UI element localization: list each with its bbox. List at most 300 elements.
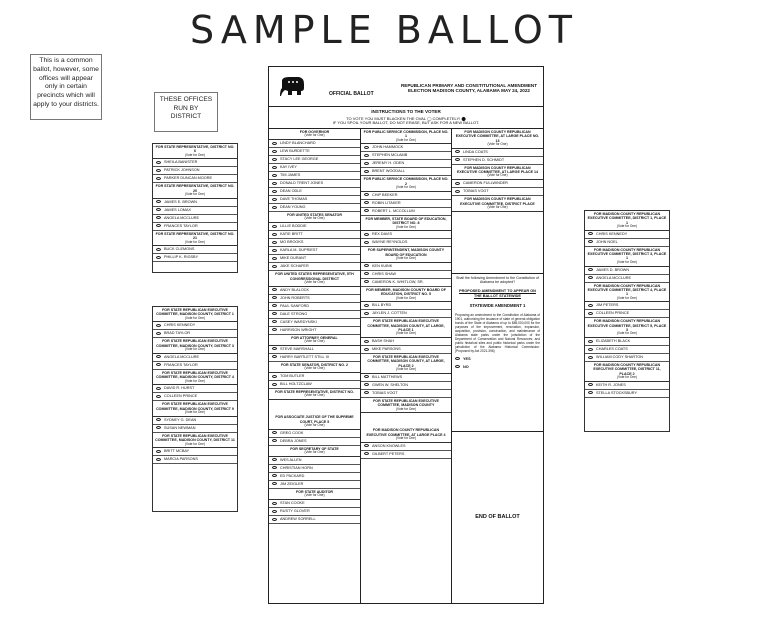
- oval-icon: [272, 375, 277, 378]
- candidate-name: DAVE THOMAS: [280, 197, 308, 202]
- candidate-row[interactable]: [361, 200, 451, 208]
- oval-icon: [364, 154, 369, 157]
- candidate-name: LILLIE BODDIE: [280, 224, 307, 229]
- statewide-amendment-heading: STATEWIDE AMENDMENT 1: [469, 303, 526, 309]
- yes-label: YES: [463, 356, 471, 361]
- candidate-row[interactable]: [585, 231, 669, 239]
- candidate-name: CAMERON K. WHITLOW, SR.: [372, 279, 424, 284]
- candidate-row[interactable]: [361, 382, 451, 390]
- oval-icon: [364, 233, 369, 236]
- candidate-name: BILL MATTHEWS: [372, 374, 403, 379]
- race: [269, 271, 360, 334]
- oval-icon: [455, 158, 460, 161]
- candidate-name: PHILLIP K. RIGSBY: [164, 255, 199, 260]
- race: [361, 247, 451, 286]
- race-title: [269, 271, 360, 286]
- oval-icon: [156, 177, 161, 180]
- vote-for-one: (Vote for One): [304, 279, 325, 284]
- race-title-text: FOR STATE REPUBLICAN EXECUTIVE COMMITTEE, MADISON COUNTY, DISTRICT 3: [156, 339, 234, 348]
- amendment-question: Shall the following Amendment to the Constitution of Alabama be adopted?: [455, 276, 540, 285]
- oval-icon: [272, 158, 277, 161]
- oval-icon: [364, 280, 369, 283]
- oval-icon: [272, 431, 277, 434]
- race-title-text: FOR STATE REPUBLICAN EXECUTIVE COMMITTEE, MADISON COUNTY: [373, 398, 439, 408]
- oval-icon: [156, 363, 161, 366]
- race-title-text: FOR MEMBER, MADISON COUNTY BOARD OF EDUCATION, DISTRICT NO. 5: [366, 287, 446, 297]
- candidate-name: CHIP BEEKER: [372, 192, 398, 197]
- candidate-name: JAMES E. BROWN: [164, 199, 197, 204]
- oval-icon: [364, 170, 369, 173]
- vote-for-one: (Vote for One): [184, 152, 206, 157]
- candidate-row[interactable]: [153, 167, 237, 175]
- race: [269, 335, 360, 362]
- candidate-row[interactable]: [361, 231, 451, 239]
- race-title: [269, 362, 360, 373]
- candidate-row[interactable]: [361, 168, 451, 176]
- race-title: [452, 129, 543, 149]
- oval-icon: [272, 142, 277, 145]
- race-title-text: FOR PUBLIC SERVICE COMMISSION, PLACE NO. 2: [363, 177, 449, 186]
- candidate-name: COLLEEN PRINCE: [596, 311, 630, 316]
- candidate-name: TIM JAMES: [280, 173, 301, 178]
- candidate-name: STEPHEN MCLAMB: [372, 153, 408, 158]
- race-title-text: FOR MADISON COUNTY REPUBLICAN EXECUTIVE COMMITTEE, AT LARGE PLACE 14: [456, 165, 539, 175]
- oval-icon: [272, 241, 277, 244]
- race-title: [153, 183, 237, 198]
- candidate-name: TOBIAS VOGT: [463, 189, 489, 194]
- candidate-row[interactable]: [585, 310, 669, 318]
- candidate-row[interactable]: [269, 188, 360, 196]
- oval-icon: [588, 232, 593, 235]
- oval-icon: [156, 355, 161, 358]
- candidate-row[interactable]: [452, 188, 543, 196]
- candidate-name: KARLA M. DUPRIEST: [280, 248, 318, 253]
- race-title-text: FOR UNITED STATES SENATOR: [287, 213, 342, 218]
- race-title: [585, 283, 669, 303]
- candidate-row[interactable]: [585, 302, 669, 310]
- candidate-row[interactable]: [269, 204, 360, 212]
- oval-icon: [156, 332, 161, 335]
- race: [361, 287, 451, 318]
- oval-icon: [364, 444, 369, 447]
- vote-for-one: (Vote for One): [395, 256, 417, 261]
- candidate-row[interactable]: [585, 239, 669, 247]
- candidate-row[interactable]: [361, 152, 451, 160]
- oval-icon: [588, 383, 593, 386]
- oval-icon: [272, 166, 277, 169]
- candidate-row[interactable]: [153, 223, 237, 231]
- oval-icon: [588, 356, 593, 359]
- vote-for-one: (Vote for One): [395, 137, 417, 142]
- candidate-row[interactable]: [269, 381, 360, 389]
- oval-icon: [272, 328, 277, 331]
- oval-icon: [156, 256, 161, 259]
- candidate-row[interactable]: [153, 207, 237, 215]
- oval-icon: [588, 276, 593, 279]
- candidate-row[interactable]: [269, 373, 360, 381]
- candidate-row[interactable]: [153, 322, 237, 330]
- vote-for-one: (Vote for One): [184, 441, 206, 446]
- empty-race-space: [269, 400, 360, 414]
- candidate-name: DALE STRONG: [280, 311, 308, 316]
- oval-icon: [156, 450, 161, 453]
- vote-for-one: (Vote for One): [487, 204, 508, 209]
- vote-for-one: (Vote for One): [616, 295, 638, 300]
- sample-ballot-title: SAMPLE BALLOT: [190, 8, 578, 52]
- official-ballot-label: OFFICIAL BALLOT: [329, 91, 374, 97]
- candidate-name: JAKE SCHAFER: [280, 264, 309, 269]
- race-title-text: FOR MEMBER, STATE BOARD OF EDUCATION, DISTRICT NO. 8: [365, 216, 447, 226]
- oval-icon: [156, 395, 161, 398]
- race-title-text: FOR STATE REPRESENTATIVE, DISTRICT NO.: [275, 390, 354, 395]
- vote-for-one: (Vote for One): [616, 223, 638, 228]
- candidate-row[interactable]: [269, 430, 360, 438]
- oval-icon: [588, 391, 593, 394]
- candidate-row[interactable]: [269, 172, 360, 180]
- oval-icon: [156, 208, 161, 211]
- candidate-row[interactable]: [269, 516, 360, 524]
- race-title-text: FOR MADISON COUNTY REPUBLICAN EXECUTIVE COMMITTEE, DISTRICT 1, PLACE 1: [587, 212, 667, 225]
- candidate-row[interactable]: [269, 481, 360, 489]
- race: [269, 489, 360, 524]
- candidate-row[interactable]: [269, 473, 360, 481]
- candidate-name: KEN KUBIK: [372, 263, 393, 268]
- candidate-row[interactable]: [361, 302, 451, 310]
- race-title-text: FOR MADISON COUNTY REPUBLICAN EXECUTIVE COMMITTEE, DISTRICT 4, PLACE 1: [587, 283, 667, 297]
- candidate-row[interactable]: [153, 175, 237, 183]
- candidate-name: MO BROOKS: [280, 240, 304, 245]
- candidate-row[interactable]: [153, 448, 237, 456]
- candidate-name: BASH SHAH: [372, 339, 394, 344]
- candidate-name: PAUL SANFORD: [280, 303, 310, 308]
- oval-icon: [272, 458, 277, 461]
- candidate-name: CHARLES COATS: [596, 347, 628, 352]
- ballot-column-2: [361, 129, 452, 603]
- candidate-name: CASEY WARDYNSKI: [280, 319, 317, 324]
- candidate-row[interactable]: [361, 338, 451, 346]
- race-title-text: FOR MADISON COUNTY REPUBLICAN EXECUTIVE COMMITTEE, DISTRICT 5, PLACE 3: [587, 319, 667, 332]
- candidate-name: GREG COOK: [280, 430, 304, 435]
- candidate-row[interactable]: [361, 451, 451, 459]
- no-label: NO: [463, 364, 469, 369]
- instructions-line-2: IF YOU SPOIL YOUR BALLOT, DO NOT ERASE, BUT ASK FOR A NEW BALLOT.: [332, 120, 480, 126]
- candidate-row[interactable]: [269, 354, 360, 362]
- candidate-row[interactable]: [361, 263, 451, 271]
- race-title: [361, 427, 451, 442]
- race: [585, 211, 669, 247]
- vote-for-one: (Vote for One): [304, 339, 325, 344]
- oval-icon: [156, 418, 161, 421]
- candidate-row[interactable]: [361, 239, 451, 247]
- amendment-yes[interactable]: [452, 355, 543, 363]
- oval-icon: [156, 458, 161, 461]
- race: [153, 433, 237, 464]
- race: [361, 318, 451, 354]
- candidate-row[interactable]: [153, 330, 237, 338]
- vote-for-one: (Vote for One): [616, 375, 638, 380]
- race: [361, 129, 451, 176]
- race-title-text: FOR MADISON COUNTY REPUBLICAN EXECUTIVE COMMITTEE, DISTRICT 11, PLACE 2: [593, 363, 661, 376]
- candidate-name: STACY LEE GEORGE: [280, 157, 319, 162]
- oval-icon: [364, 375, 369, 378]
- oval-icon: [588, 340, 593, 343]
- amendment-section: [452, 273, 543, 371]
- candidate-row[interactable]: [153, 385, 237, 393]
- candidate-name: CAMERON FULLWINDER: [463, 181, 508, 186]
- race-title-text: FOR STATE SENATOR, DISTRICT NO. 2: [280, 362, 349, 367]
- candidate-row[interactable]: [361, 160, 451, 168]
- candidate-row[interactable]: [153, 425, 237, 433]
- candidate-row[interactable]: [269, 319, 360, 327]
- candidate-row[interactable]: [269, 247, 360, 255]
- candidate-row[interactable]: [153, 354, 237, 362]
- race-title-text: FOR UNITED STATES REPRESENTATIVE, 5TH CONGRESSIONAL DISTRICT: [275, 272, 354, 281]
- oval-icon: [272, 518, 277, 521]
- vote-for-one: (Vote for One): [184, 192, 206, 197]
- vote-for-one: (Vote for One): [304, 393, 325, 398]
- oval-icon: [272, 312, 277, 315]
- candidate-row[interactable]: [269, 438, 360, 446]
- candidate-row[interactable]: [269, 327, 360, 335]
- candidate-row[interactable]: [361, 346, 451, 354]
- vote-for-one: (Vote for One): [487, 141, 508, 146]
- elephant-icon: [279, 76, 305, 98]
- candidate-row[interactable]: [361, 208, 451, 216]
- candidate-row[interactable]: [269, 164, 360, 172]
- race-title: [361, 398, 451, 413]
- race-title-text: FOR ASSOCIATE JUSTICE OF THE SUPREME COURT, PLACE 5: [275, 415, 354, 424]
- vote-for-one: (Vote for One): [184, 410, 206, 415]
- candidate-row[interactable]: [153, 199, 237, 207]
- instructions-title: INSTRUCTIONS TO THE VOTER: [371, 109, 441, 114]
- candidate-name: CHRIS KENNEDY: [164, 323, 196, 328]
- race: [153, 144, 237, 183]
- candidate-row[interactable]: [452, 149, 543, 157]
- candidate-name: PARKER DUNCAN MOORE: [164, 176, 213, 181]
- race-title-text: FOR SECRETARY OF STATE: [290, 446, 339, 451]
- oval-icon: [455, 190, 460, 193]
- race-title-text: FOR STATE REPRESENTATIVE, DISTRICT NO. 20: [155, 184, 235, 193]
- candidate-row[interactable]: [361, 443, 451, 451]
- race-title-text: FOR STATE REPUBLICAN EXECUTIVE COMMITTEE, MADISON COUNTY, DISTRICT 11: [155, 433, 235, 443]
- oval-icon: [272, 265, 277, 268]
- oval-icon: [364, 272, 369, 275]
- oval-icon: [272, 474, 277, 477]
- candidate-row[interactable]: [153, 417, 237, 425]
- oval-icon: [588, 240, 593, 243]
- candidate-name: BRENT WOODALL: [372, 169, 405, 174]
- candidate-row[interactable]: [585, 338, 669, 346]
- vote-for-one: (Vote for One): [395, 406, 417, 411]
- candidate-name: ANDY BLALOCK: [280, 287, 310, 292]
- end-of-ballot: END OF BALLOT: [475, 514, 520, 520]
- candidate-row[interactable]: [269, 196, 360, 204]
- oval-icon: [588, 312, 593, 315]
- vote-for-one: (Vote for One): [304, 493, 325, 498]
- candidate-name: STAN COOKE: [280, 501, 305, 506]
- candidate-row[interactable]: [153, 159, 237, 167]
- candidate-row[interactable]: [269, 303, 360, 311]
- oval-icon: [156, 224, 161, 227]
- race: [585, 247, 669, 283]
- candidate-row[interactable]: [585, 390, 669, 398]
- oval-icon: [364, 383, 369, 386]
- oval-icon: [364, 264, 369, 267]
- candidate-name: HARRY BARTLETT STILL III: [280, 354, 329, 359]
- race-title-text: FOR STATE AUDITOR: [296, 489, 333, 494]
- oval-icon: [272, 510, 277, 513]
- election-title: REPUBLICAN PRIMARY AND CONSTITUTIONAL AMENDMENT ELECTION MADISON COUNTY, ALABAMA MAY 24, 2022: [400, 83, 538, 94]
- candidate-row[interactable]: [269, 311, 360, 319]
- race: [585, 283, 669, 319]
- candidate-row[interactable]: [153, 215, 237, 223]
- candidate-row[interactable]: [452, 180, 543, 188]
- race-title: [269, 335, 360, 346]
- race: [585, 362, 669, 398]
- ballot-column-3: [452, 129, 543, 603]
- ballot: [268, 66, 544, 604]
- candidate-row[interactable]: [361, 271, 451, 279]
- race-title: [153, 144, 237, 159]
- candidate-row[interactable]: [269, 223, 360, 231]
- candidate-row[interactable]: [452, 157, 543, 165]
- candidate-row[interactable]: [153, 362, 237, 370]
- candidate-row[interactable]: [269, 180, 360, 188]
- candidate-row[interactable]: [153, 456, 237, 464]
- candidate-name: DEAN YOUNG: [280, 205, 306, 210]
- vote-for-one: (Vote for One): [304, 216, 325, 221]
- race-title: [452, 196, 543, 211]
- candidate-row[interactable]: [153, 393, 237, 401]
- candidate-name: ANDREW SORRELL: [280, 517, 316, 522]
- candidate-row[interactable]: [361, 310, 451, 318]
- oval-icon: [272, 225, 277, 228]
- race-title-text: FOR STATE REPUBLICAN EXECUTIVE COMMITTEE, MADISON COUNTY, DISTRICT 1: [156, 308, 234, 317]
- candidate-row[interactable]: [361, 390, 451, 398]
- candidate-name: STEPHEN D. SCHMIDT: [463, 157, 505, 162]
- race-title-text: FOR MADISON COUNTY REPUBLICAN EXECUTIVE COMMITTEE, DISTRICT PLACE: [460, 197, 535, 206]
- candidate-row[interactable]: [269, 287, 360, 295]
- oval-icon: [272, 198, 277, 201]
- candidate-row[interactable]: [269, 508, 360, 516]
- oval-icon: [588, 348, 593, 351]
- candidate-row[interactable]: [269, 465, 360, 473]
- oval-icon: [364, 201, 369, 204]
- ballot-header: [269, 67, 543, 107]
- candidate-name: REX DAVIS: [372, 232, 392, 237]
- candidate-name: JAYLEN J. COTTEN: [372, 311, 407, 316]
- candidate-row[interactable]: [361, 279, 451, 287]
- candidate-name: BRITT MCBAY: [164, 449, 190, 454]
- race-title: [585, 318, 669, 338]
- oval-icon: [364, 391, 369, 394]
- candidate-row[interactable]: [269, 295, 360, 303]
- candidate-name: LINDY BLANCHARD: [280, 141, 316, 146]
- oval-icon: [156, 426, 161, 429]
- race-title: [153, 401, 237, 416]
- candidate-name: LEW BURDETTE: [280, 149, 310, 154]
- race-title-text: FOR ATTORNEY GENERAL: [291, 335, 338, 340]
- candidate-row[interactable]: [585, 354, 669, 362]
- candidate-name: LINDA COATS: [463, 149, 488, 154]
- oval-icon: [455, 150, 460, 153]
- race: [269, 129, 360, 212]
- candidate-name: WILLIAM CODY SHARTON: [596, 355, 644, 360]
- race: [585, 318, 669, 362]
- oval-icon: [272, 304, 277, 307]
- candidate-name: ANGELA MCCLURE: [164, 354, 200, 359]
- district-left-column-2: [152, 306, 238, 512]
- candidate-row[interactable]: [585, 346, 669, 354]
- candidate-row[interactable]: [585, 382, 669, 390]
- oval-icon: [272, 383, 277, 386]
- candidate-name: BUCK CLEMONS: [164, 247, 195, 252]
- oval-icon: [156, 387, 161, 390]
- vote-for-one: (Vote for One): [184, 347, 206, 352]
- race-title: [585, 211, 669, 231]
- candidate-row[interactable]: [585, 275, 669, 283]
- oval-icon: [156, 169, 161, 172]
- race: [153, 231, 237, 262]
- candidate-row[interactable]: [269, 457, 360, 465]
- candidate-row[interactable]: [585, 267, 669, 275]
- candidate-row[interactable]: [361, 144, 451, 152]
- race: [153, 401, 237, 432]
- vote-for-one: (Vote for One): [395, 185, 417, 190]
- oval-icon: [272, 466, 277, 469]
- oval-icon: [272, 174, 277, 177]
- candidate-name: DEBRA JONES: [280, 438, 307, 443]
- candidate-row[interactable]: [269, 346, 360, 354]
- oval-icon: [364, 340, 369, 343]
- candidate-row[interactable]: [269, 263, 360, 271]
- oval-icon: [455, 357, 460, 360]
- race-title: [153, 307, 237, 322]
- oval-icon: [364, 304, 369, 307]
- candidate-row[interactable]: [269, 500, 360, 508]
- race: [153, 183, 237, 230]
- candidate-row[interactable]: [269, 231, 360, 239]
- candidate-name: SHEILA BANISTER: [164, 160, 198, 165]
- candidate-row[interactable]: [269, 148, 360, 156]
- candidate-row[interactable]: [153, 246, 237, 254]
- oval-icon: [272, 150, 277, 153]
- candidate-row[interactable]: [269, 239, 360, 247]
- race: [153, 338, 237, 369]
- candidate-row[interactable]: [361, 192, 451, 200]
- vote-for-one: (Vote for One): [184, 239, 206, 244]
- race-title-text: FOR GOVERNOR: [299, 130, 330, 134]
- candidate-row[interactable]: [361, 374, 451, 382]
- candidate-row[interactable]: [269, 255, 360, 263]
- candidate-name: JAMES LOMAX: [164, 207, 192, 212]
- candidate-name: MIKE PARSONS: [372, 347, 401, 352]
- candidate-row[interactable]: [153, 254, 237, 262]
- candidate-name: ROBIN LITAKER: [372, 200, 401, 205]
- district-left-column: [152, 143, 238, 273]
- candidate-name: BILL HOLTZCLAW: [280, 382, 312, 387]
- race: [361, 427, 451, 458]
- amendment-no[interactable]: [452, 363, 543, 371]
- oval-icon: [272, 502, 277, 505]
- race-title: [153, 433, 237, 448]
- oval-icon: [272, 190, 277, 193]
- candidate-row[interactable]: [269, 156, 360, 164]
- race-title-text: FOR STATE REPUBLICAN EXECUTIVE COMMITTEE, MADISON COUNTY, AT LARGE, PLACE 2: [367, 355, 445, 368]
- candidate-name: ANSON KNOWLES: [372, 443, 406, 448]
- candidate-name: RUSTY GLOVER: [280, 509, 310, 514]
- candidate-row[interactable]: [269, 140, 360, 148]
